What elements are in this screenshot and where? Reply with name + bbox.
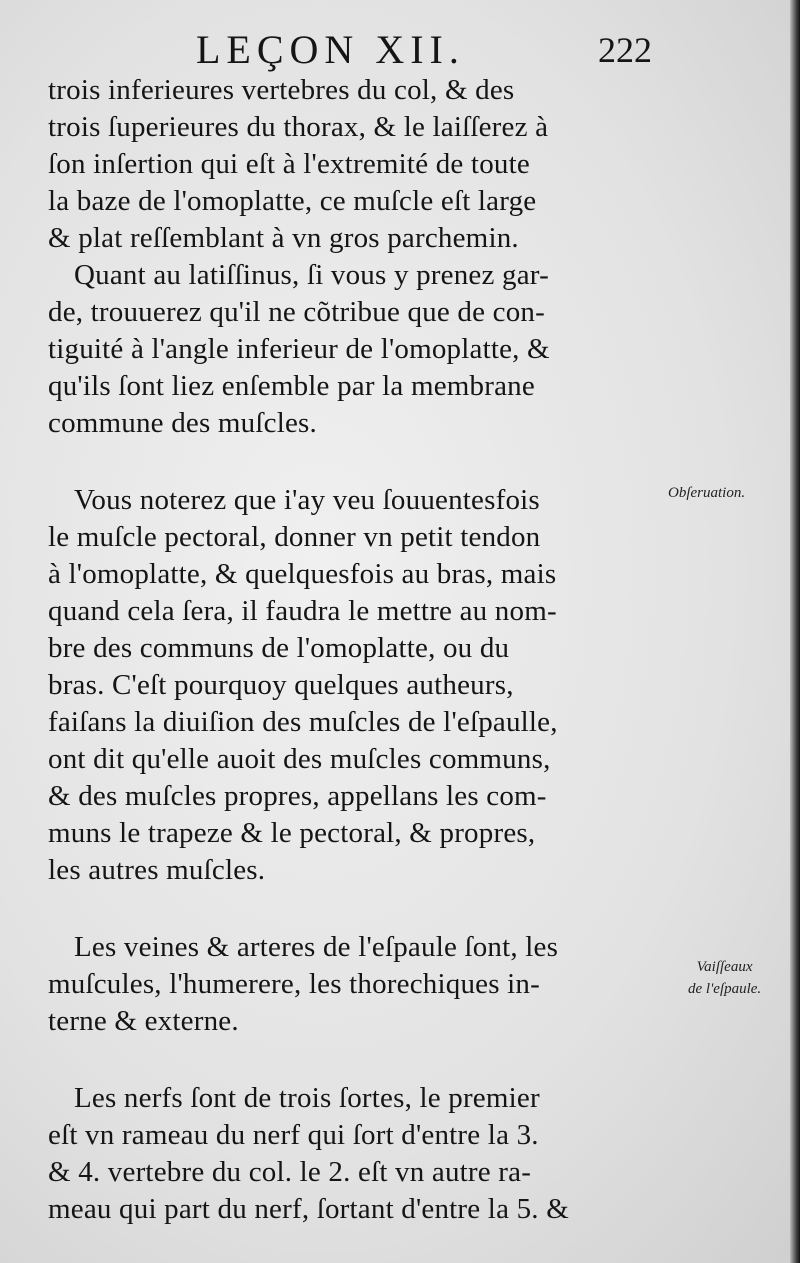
text-line: muns le trapeze & le pectoral, & propres, xyxy=(48,817,536,849)
paragraph-2 xyxy=(48,257,668,442)
text-line: de, trouuerez qu'il ne cõtribue que de con- xyxy=(48,296,545,328)
text-line: à l'omoplatte, & quelquesfois au bras, mais xyxy=(48,558,557,590)
text-line: quand cela ſera, il faudra le mettre au nom- xyxy=(48,595,557,627)
text-line: Quant au latiſſinus, ſi vous y prenez gar- xyxy=(74,259,549,291)
text-line: Les veines & arteres de l'eſpaule ſont, les xyxy=(74,931,559,963)
text-line: les autres muſcles. xyxy=(48,854,266,886)
text-line: Les nerfs ſont de trois ſortes, le premier xyxy=(74,1082,540,1114)
text-line: & 4. vertebre du col. le 2. eſt vn autre ra- xyxy=(48,1156,532,1188)
text-line: la baze de l'omoplatte, ce muſcle eſt large xyxy=(48,185,537,217)
text-line: bre des communs de l'omoplatte, ou du xyxy=(48,632,510,664)
margin-note-text: Vaiſſeaux xyxy=(696,959,753,975)
paragraph-1 xyxy=(48,72,668,257)
text-line: commune des muſcles. xyxy=(48,407,317,439)
text-line: tiguité à l'angle inferieur de l'omoplatte, & xyxy=(48,333,550,365)
page-header xyxy=(0,26,800,74)
text-line: & des muſcles propres, appellans les com- xyxy=(48,780,547,812)
paragraph-5 xyxy=(48,1080,668,1228)
text-line: qu'ils ſont liez enſemble par la membrane xyxy=(48,370,535,402)
text-line: trois inferieures vertebres du col, & des xyxy=(48,74,515,106)
text-line: ont dit qu'elle auoit des muſcles communs, xyxy=(48,743,551,775)
text-line: & plat reſſemblant à vn gros parchemin. xyxy=(48,222,519,254)
margin-note-vessels xyxy=(688,956,761,1000)
text-line: le muſcle pectoral, donner vn petit tendon xyxy=(48,521,541,553)
margin-note-text: de l'eſpaule. xyxy=(688,981,762,997)
text-line: ſon inſertion qui eſt à l'extremité de toute xyxy=(48,148,530,180)
text-line: faiſans la diuiſion des muſcles de l'eſpaulle, xyxy=(48,706,558,738)
book-spine-shadow xyxy=(790,0,800,1263)
text-line: meau qui part du nerf, ſortant d'entre la 5. & xyxy=(48,1193,569,1225)
text-line: terne & externe. xyxy=(48,1005,239,1037)
body-text xyxy=(48,72,668,1228)
text-line: bras. C'eſt pourquoy quelques autheurs, xyxy=(48,669,514,701)
text-line: eſt vn rameau du nerf qui ſort d'entre la 3. xyxy=(48,1119,539,1151)
text-line: Vous noterez que i'ay veu ſouuentesfois xyxy=(74,484,540,516)
text-line: trois ſuperieures du thorax, & le laiſſerez à xyxy=(48,111,549,143)
running-title: LEÇON XII. xyxy=(196,27,465,72)
paragraph-4 xyxy=(48,929,668,1040)
paragraph-3 xyxy=(48,482,668,889)
text-line: muſcules, l'humerere, les thorechiques in- xyxy=(48,968,540,1000)
margin-note-text: Obſeruation. xyxy=(668,485,746,501)
page-number: 222 xyxy=(598,30,652,70)
margin-note-observation xyxy=(668,482,745,504)
